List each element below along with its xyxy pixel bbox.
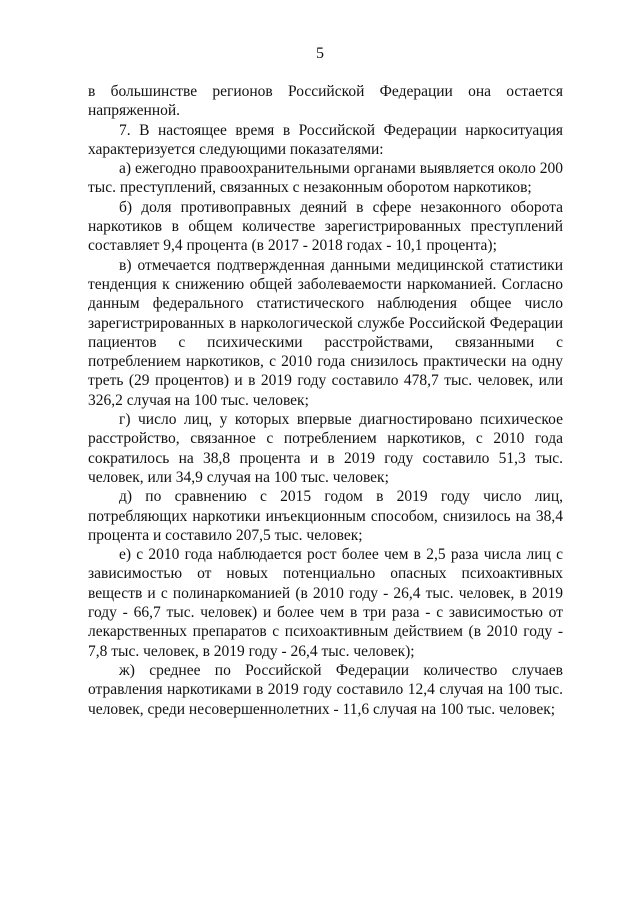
paragraph-item-a: а) ежегодно правоохранительными органами выявляется около 200 тыс. преступлений, связанных с незаконным оборотом наркотиков;	[88, 160, 563, 197]
paragraph-item-zh: ж) среднее по Российской Федерации количество случаев отравления наркотиками в 2019 году составило 12,4 случая на 100 тыс. человек, среди несовершеннолетних - 11,6 случая на 100 тыс. человек;	[88, 661, 563, 718]
paragraph-continuation: в большинстве регионов Российской Федерации она остается напряженной.	[88, 83, 563, 120]
document-body	[88, 82, 563, 719]
paragraph-item-g: г) число лиц, у которых впервые диагностировано психическое расстройство, связанное с потреблением наркотиков, с 2010 года сократилось на 38,8 процента и в 2019 году составило 51,3 тыс. человек, или 34,9 случая на 100 тыс. человек;	[88, 411, 563, 486]
paragraph-item-d: д) по сравнению с 2015 годом в 2019 году число лиц, потребляющих наркотики инъекционным способом, снизилось на 38,4 процента и составило 207,5 тыс. человек;	[88, 488, 563, 544]
paragraph-item-v: в) отмечается подтвержденная данными медицинской статистики тенденция к снижению общей заболеваемости наркоманией. Согласно данным федерального статистического наблюдения общее число зарегистрированных в наркологической службе Российской Федерации пациентов с психическими расстройствами, связанными с потреблением наркотиков, с 2010 года снизилось практически на одну треть (29 процентов) и в 2019 году составило 478,7 тыс. человек, или 326,2 случая на 100 тыс. человек;	[88, 256, 563, 409]
paragraph-item-e: е) с 2010 года наблюдается рост более чем в 2,5 раза числа лиц с зависимостью от новых потенциально опасных психоактивных веществ и с полинаркоманией (в 2010 году - 26,4 тыс. человек, в 2019 году - 66,7 тыс. человек) и более чем в три раза - с зависимостью от лекарственных препаратов с психоактивным действием (в 2010 году - 7,8 тыс. человек, в 2019 году - 26,4 тыс. человек);	[88, 546, 563, 660]
paragraph-item-b: б) доля противоправных деяний в сфере незаконного оборота наркотиков в общем количестве зарегистрированных преступлений составляет 9,4 процента (в 2017 - 2018 годах - 10,1 процента);	[88, 198, 563, 255]
page-number: 5	[316, 45, 324, 62]
paragraph-item-7: 7. В настоящее время в Российской Федерации наркоситуация характеризуется следующими показателями:	[88, 121, 563, 158]
